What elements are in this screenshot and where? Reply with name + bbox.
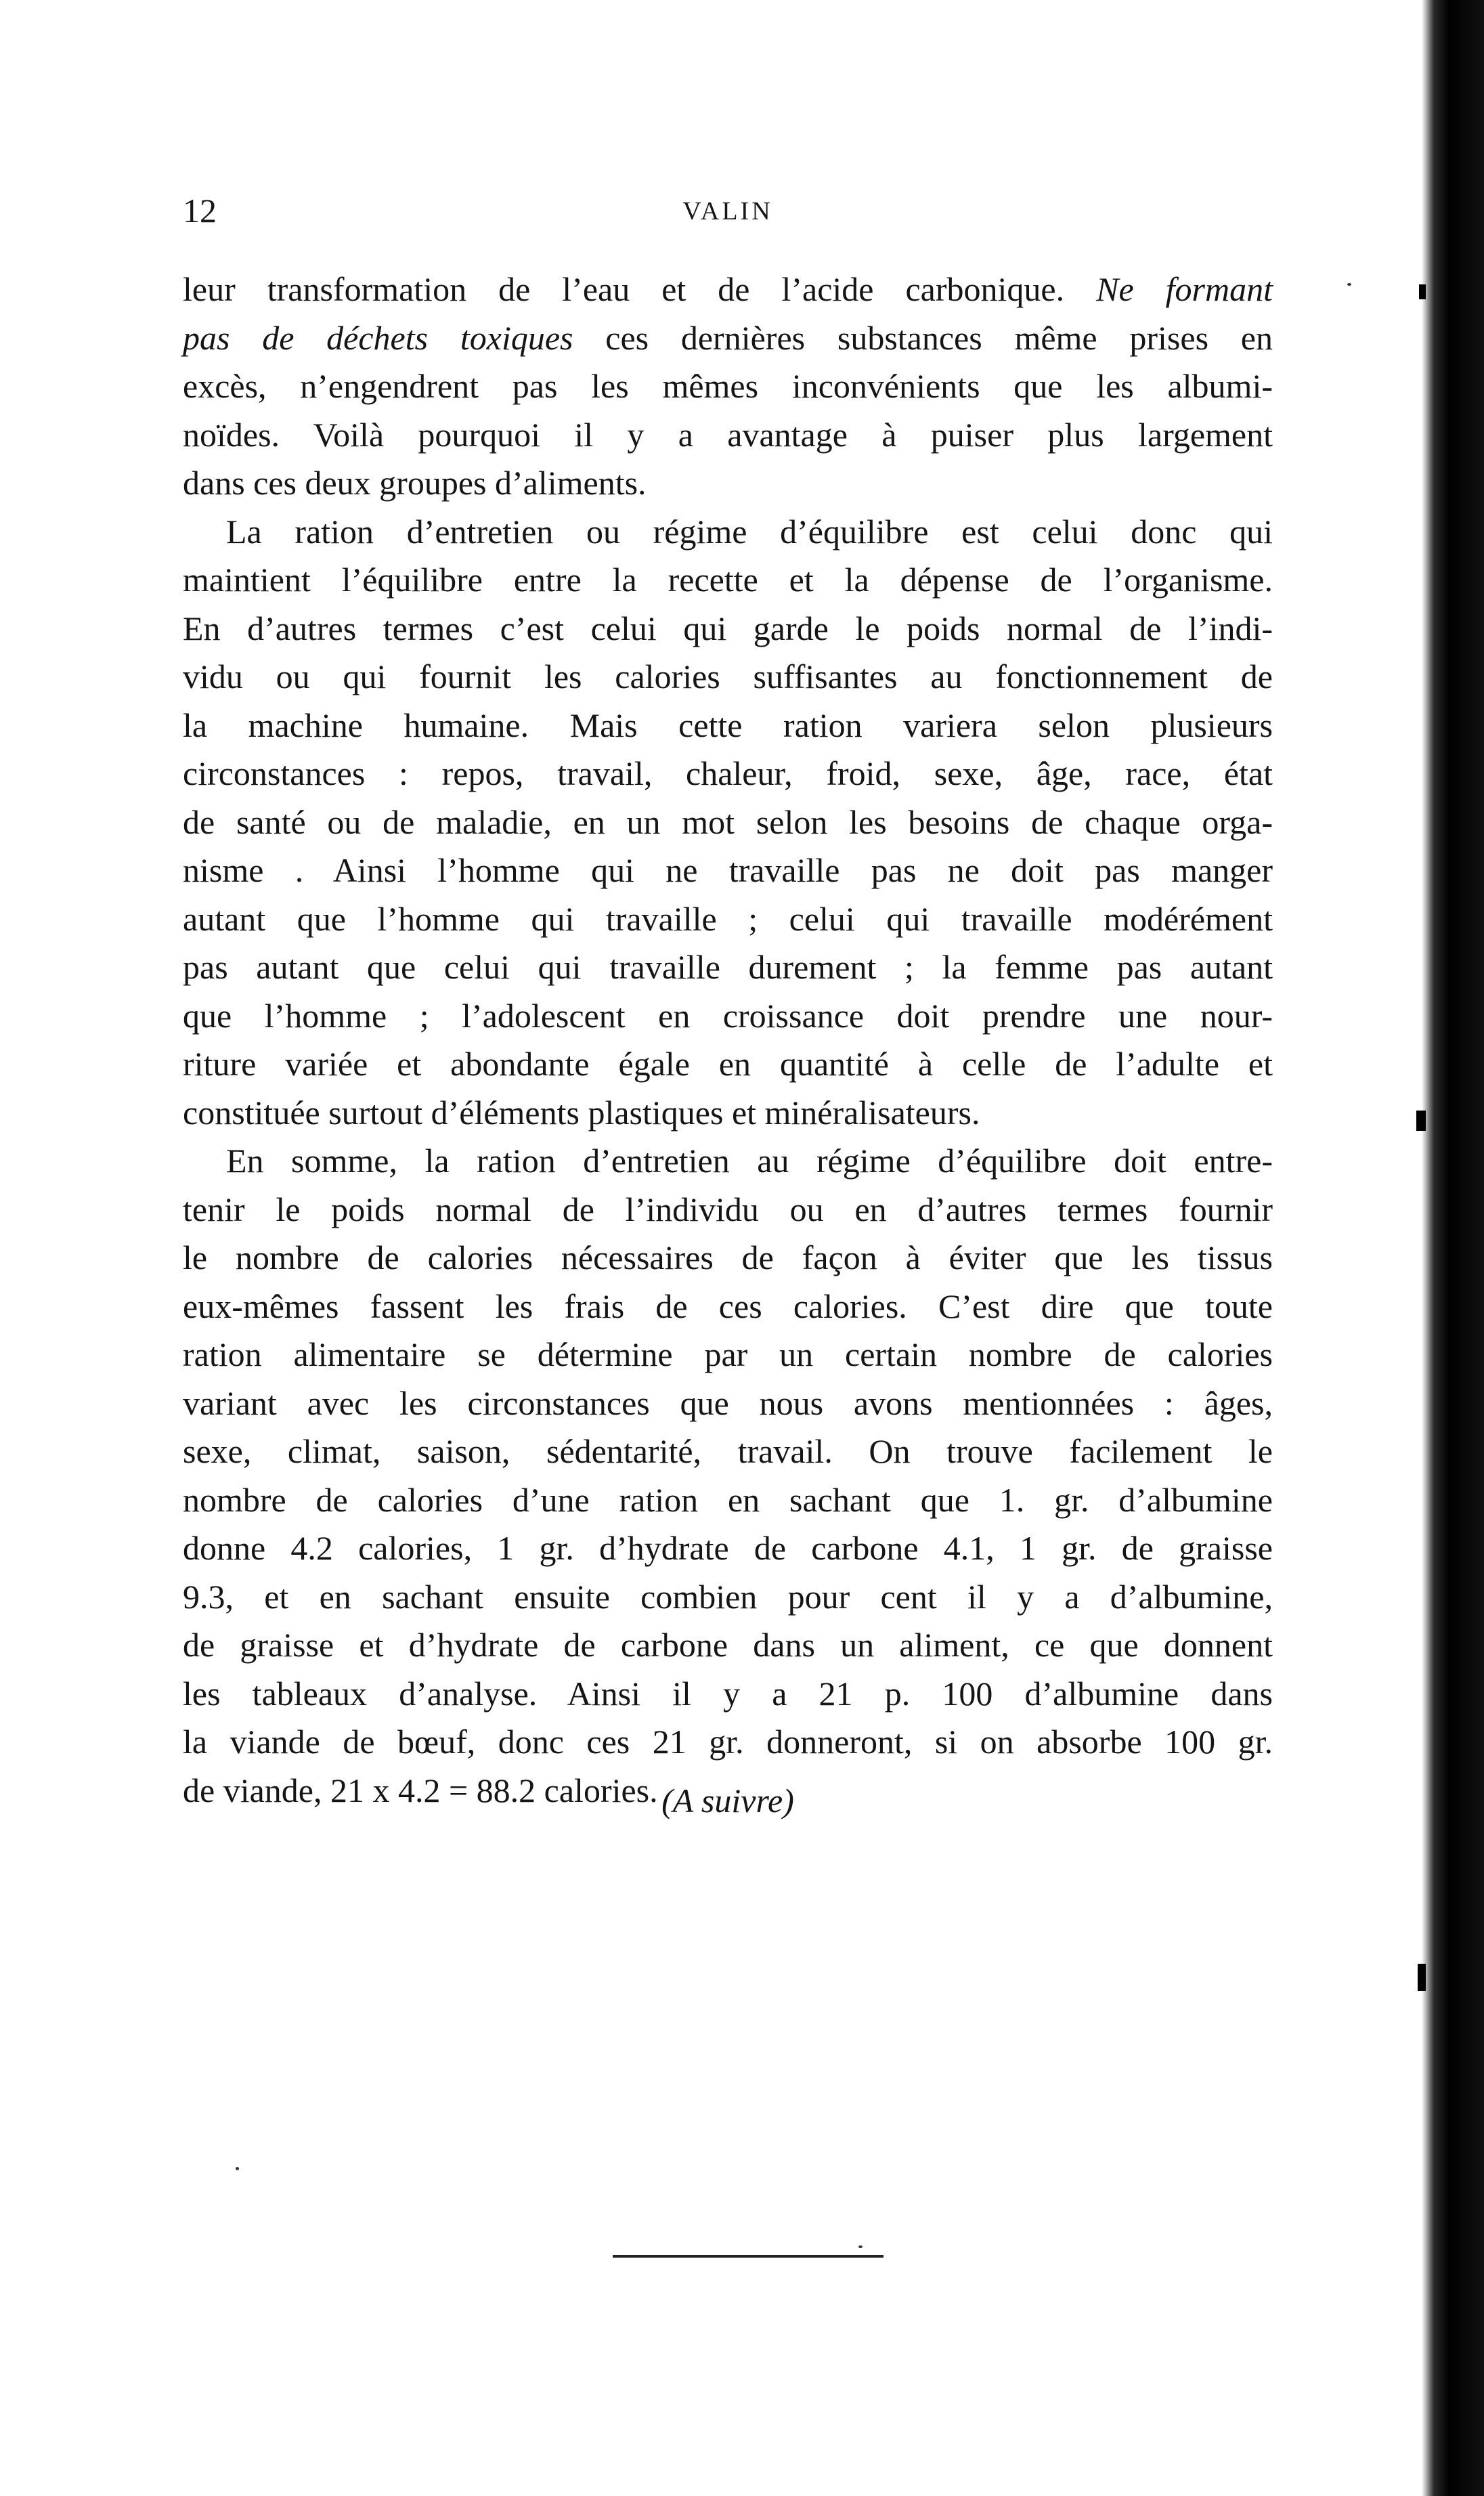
- text-run: dans ces deux groupes d’aliments.: [183, 464, 647, 502]
- text-line: [183, 1379, 1273, 1428]
- text-line: [183, 605, 1273, 653]
- text-run: que l’homme ; l’adolescent en croissance doit prendre une nour-: [183, 996, 1273, 1035]
- text-line: [183, 1137, 1273, 1186]
- text-line: [183, 895, 1273, 944]
- text-run: riture variée et abondante égale en quantité à celle de l’adulte et: [183, 1045, 1273, 1083]
- scan-speck: [236, 2167, 239, 2170]
- text-run: autant que l’homme qui travaille ; celui qui travaille modérément: [183, 899, 1273, 938]
- text-line: [183, 943, 1273, 992]
- text-run: la viande de bœuf, donc ces 21 gr. donneront, si on absorbe 100 gr.: [183, 1723, 1273, 1761]
- text-run: variant avec les circonstances que nous avons mentionnées : âges,: [183, 1383, 1273, 1422]
- text-line: [183, 702, 1273, 750]
- text-line: [183, 1040, 1273, 1089]
- text-line: [183, 1427, 1273, 1476]
- text-run: excès, n’engendrent pas les mêmes inconvénients que les albumi-: [183, 367, 1273, 405]
- text-line: [183, 798, 1273, 847]
- text-run: les tableaux d’analyse. Ainsi il y a 21 p. 100 d’albumine dans: [183, 1674, 1273, 1713]
- text-run: ration alimentaire se détermine par un certain nombre de calories: [183, 1335, 1273, 1373]
- text-run: vidu ou qui fournit les calories suffisantes au fonctionnement de: [183, 658, 1273, 695]
- end-rule: [613, 2255, 883, 2258]
- text-run: le nombre de calories nécessaires de façon à éviter que les tissus: [183, 1239, 1273, 1276]
- text-line: [183, 1331, 1273, 1379]
- text-line: [183, 992, 1273, 1041]
- text-run: sexe, climat, saison, sédentarité, travail. On trouve facilement le: [183, 1432, 1273, 1470]
- text-line: [183, 1524, 1273, 1573]
- text-run: ces dernières substances même prises en: [573, 318, 1273, 357]
- body-text: [183, 265, 1273, 1815]
- text-run: de viande, 21 x 4.2 = 88.2 calories.: [183, 1771, 658, 1809]
- text-run: la machine humaine. Mais cette ration variera selon plusieurs: [183, 706, 1273, 744]
- binding-mark: [1416, 1111, 1426, 1131]
- text-line: [183, 1089, 1273, 1138]
- text-run: pas autant que celui qui travaille durement ; la femme pas autant: [183, 948, 1273, 986]
- scan-speck: [858, 2245, 863, 2248]
- text-run: En d’autres termes c’est celui qui garde le poids normal de l’indi-: [183, 609, 1273, 647]
- text-line: [183, 1621, 1273, 1670]
- binding-edge: [1422, 0, 1484, 2496]
- page-header: [183, 191, 1273, 232]
- italic-text: pas de déchets toxiques: [183, 318, 573, 357]
- text-line: [183, 1283, 1273, 1331]
- text-run: maintient l’équilibre entre la recette et la dépense de l’organisme.: [183, 561, 1273, 599]
- text-line: [183, 750, 1273, 798]
- text-line: [183, 362, 1273, 411]
- text-run: donne 4.2 calories, 1 gr. d’hydrate de carbone 4.1, 1 gr. de graisse: [183, 1529, 1273, 1567]
- text-run: noïdes. Voilà pourquoi il y a avantage à puiser plus largement: [183, 415, 1273, 454]
- text-run: circonstances : repos, travail, chaleur, froid, sexe, âge, race, état: [183, 754, 1273, 792]
- italic-text: Ne formant: [1096, 270, 1273, 308]
- binding-mark: [1419, 284, 1426, 299]
- text-run: La ration d’entretien ou régime d’équilibre est celui donc qui: [226, 512, 1273, 551]
- text-line: [183, 556, 1273, 605]
- text-line: [183, 653, 1273, 702]
- text-run: 9.3, et en sachant ensuite combien pour cent il y a d’albumine,: [183, 1577, 1273, 1616]
- text-run: de graisse et d’hydrate de carbone dans un aliment, ce que donnent: [183, 1626, 1273, 1664]
- text-line: [183, 459, 1273, 508]
- text-line: [183, 314, 1273, 363]
- text-run: nisme . Ainsi l’homme qui ne travaille pas ne doit pas manger: [183, 851, 1273, 889]
- text-line: [183, 1718, 1273, 1767]
- text-line: [183, 1573, 1273, 1622]
- text-line: [183, 846, 1273, 895]
- running-head: VALIN: [682, 197, 773, 225]
- to-be-continued: (A suivre): [661, 1782, 794, 1820]
- text-line: [183, 1476, 1273, 1525]
- text-run: leur transformation de l’eau et de l’acide carbonique.: [183, 270, 1097, 308]
- binding-mark: [1418, 1964, 1426, 1991]
- text-run: tenir le poids normal de l’individu ou en d’autres termes fournir: [183, 1190, 1273, 1228]
- text-line: [183, 411, 1273, 460]
- text-line: [183, 1234, 1273, 1283]
- text-line: [183, 508, 1273, 557]
- text-run: nombre de calories d’une ration en sachant que 1. gr. d’albumine: [183, 1480, 1273, 1519]
- text-line: [183, 265, 1273, 314]
- text-run: constituée surtout d’éléments plastiques et minéralisateurs.: [183, 1093, 980, 1132]
- scan-speck: [1347, 283, 1351, 286]
- text-line: [183, 1670, 1273, 1719]
- text-run: de santé ou de maladie, en un mot selon les besoins de chaque orga-: [183, 802, 1273, 841]
- page-number: 12: [183, 192, 217, 230]
- text-line: [183, 1186, 1273, 1234]
- text-run: eux-mêmes fassent les frais de ces calories. C’est dire que toute: [183, 1287, 1273, 1325]
- text-run: En somme, la ration d’entretien au régime d’équilibre doit entre-: [226, 1142, 1273, 1180]
